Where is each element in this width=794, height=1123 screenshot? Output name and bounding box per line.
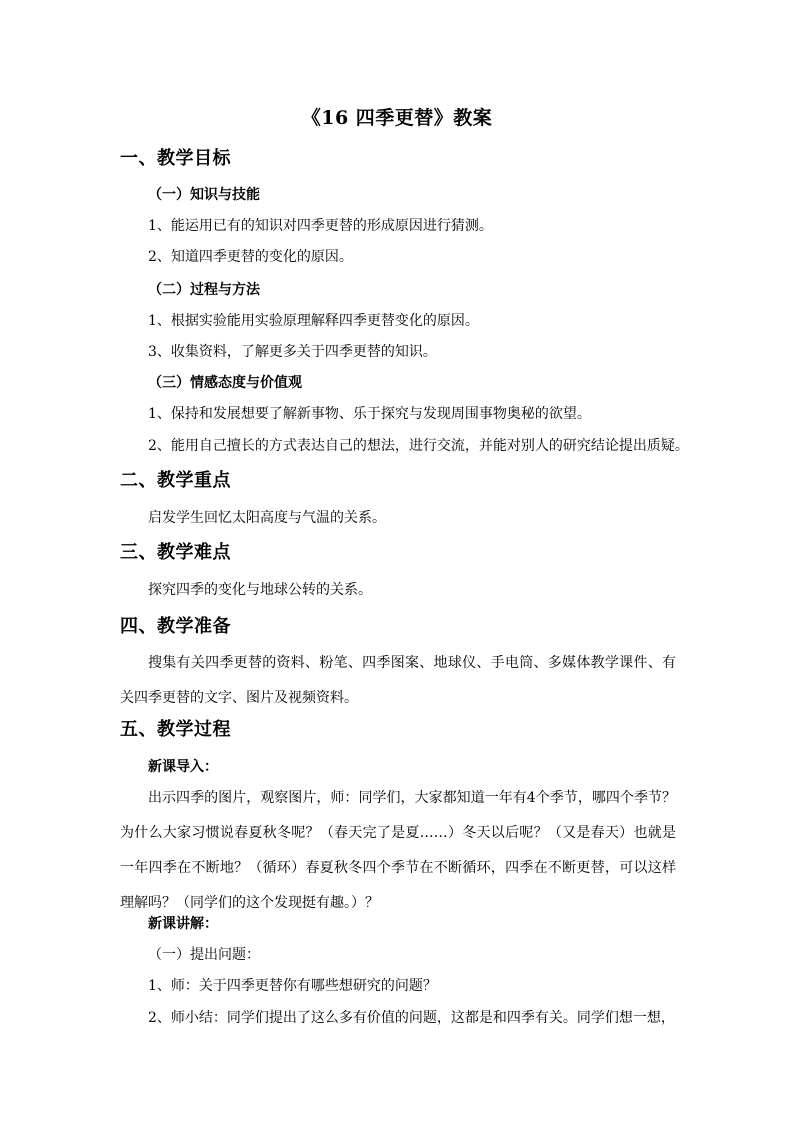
process-line: （一）提出问题：: [148, 947, 260, 963]
key-points-text: 启发学生回忆太阳高度与气温的关系。: [148, 510, 386, 526]
objective-item: 1、根据实验能用实验原理解释四季更替变化的原因。: [148, 313, 479, 329]
section-heading-difficulties: 三、教学难点: [120, 542, 231, 563]
subheading-attitude-values: （三）情感态度与价值观: [148, 375, 302, 391]
preparation-paragraph: 搜集有关四季更替的资料、粉笔、四季图案、地球仪、手电筒、多媒体教学课件、有关四季更替的文字、图片及视频资料。: [120, 655, 676, 706]
subheading-knowledge-skills: （一）知识与技能: [148, 187, 260, 203]
objective-item: 3、收集资料，了解更多关于四季更替的知识。: [148, 344, 437, 360]
subheading-process-method: （二）过程与方法: [148, 282, 260, 298]
difficulties-text: 探究四季的变化与地球公转的关系。: [148, 582, 372, 598]
section-heading-preparation: 四、教学准备: [120, 616, 231, 637]
process-line: 2、师小结：同学们提出了这么多有价值的问题，这都是和四季有关。同学们想一想，: [148, 1010, 675, 1026]
objective-item: 1、能运用已有的知识对四季更替的形成原因进行猜测。: [148, 218, 493, 234]
intro-paragraph: 出示四季的图片，观察图片，师：同学们，大家都知道一年有4个季节，哪四个季节？为什么大家习惯说春夏秋冬呢？（春天完了是夏……）冬天以后呢？（又是春天）也就是一年四季在不断地？（循环）春夏秋冬四个季节在不断循环，四季在不断更替，可以这样理解吗？（同学们的这个发现挺有趣。）？: [120, 790, 676, 911]
section-heading-process: 五、教学过程: [120, 719, 231, 740]
subheading-explain: 新课讲解：: [148, 916, 218, 932]
section-heading-objectives: 一、教学目标: [120, 148, 231, 169]
objective-item: 1、保持和发展想要了解新事物、乐于探究与发现周围事物奥秘的欲望。: [148, 406, 591, 422]
section-heading-key-points: 二、教学重点: [120, 470, 231, 491]
objective-item: 2、知道四季更替的变化的原因。: [148, 249, 353, 265]
document-title: 《16 四季更替》教案: [301, 107, 493, 129]
subheading-intro: 新课导入：: [148, 759, 218, 775]
objective-item: 2、能用自己擅长的方式表达自己的想法，进行交流，并能对别人的研究结论提出质疑。: [148, 438, 689, 454]
process-line: 1、师：关于四季更替你有哪些想研究的问题？: [148, 978, 437, 994]
